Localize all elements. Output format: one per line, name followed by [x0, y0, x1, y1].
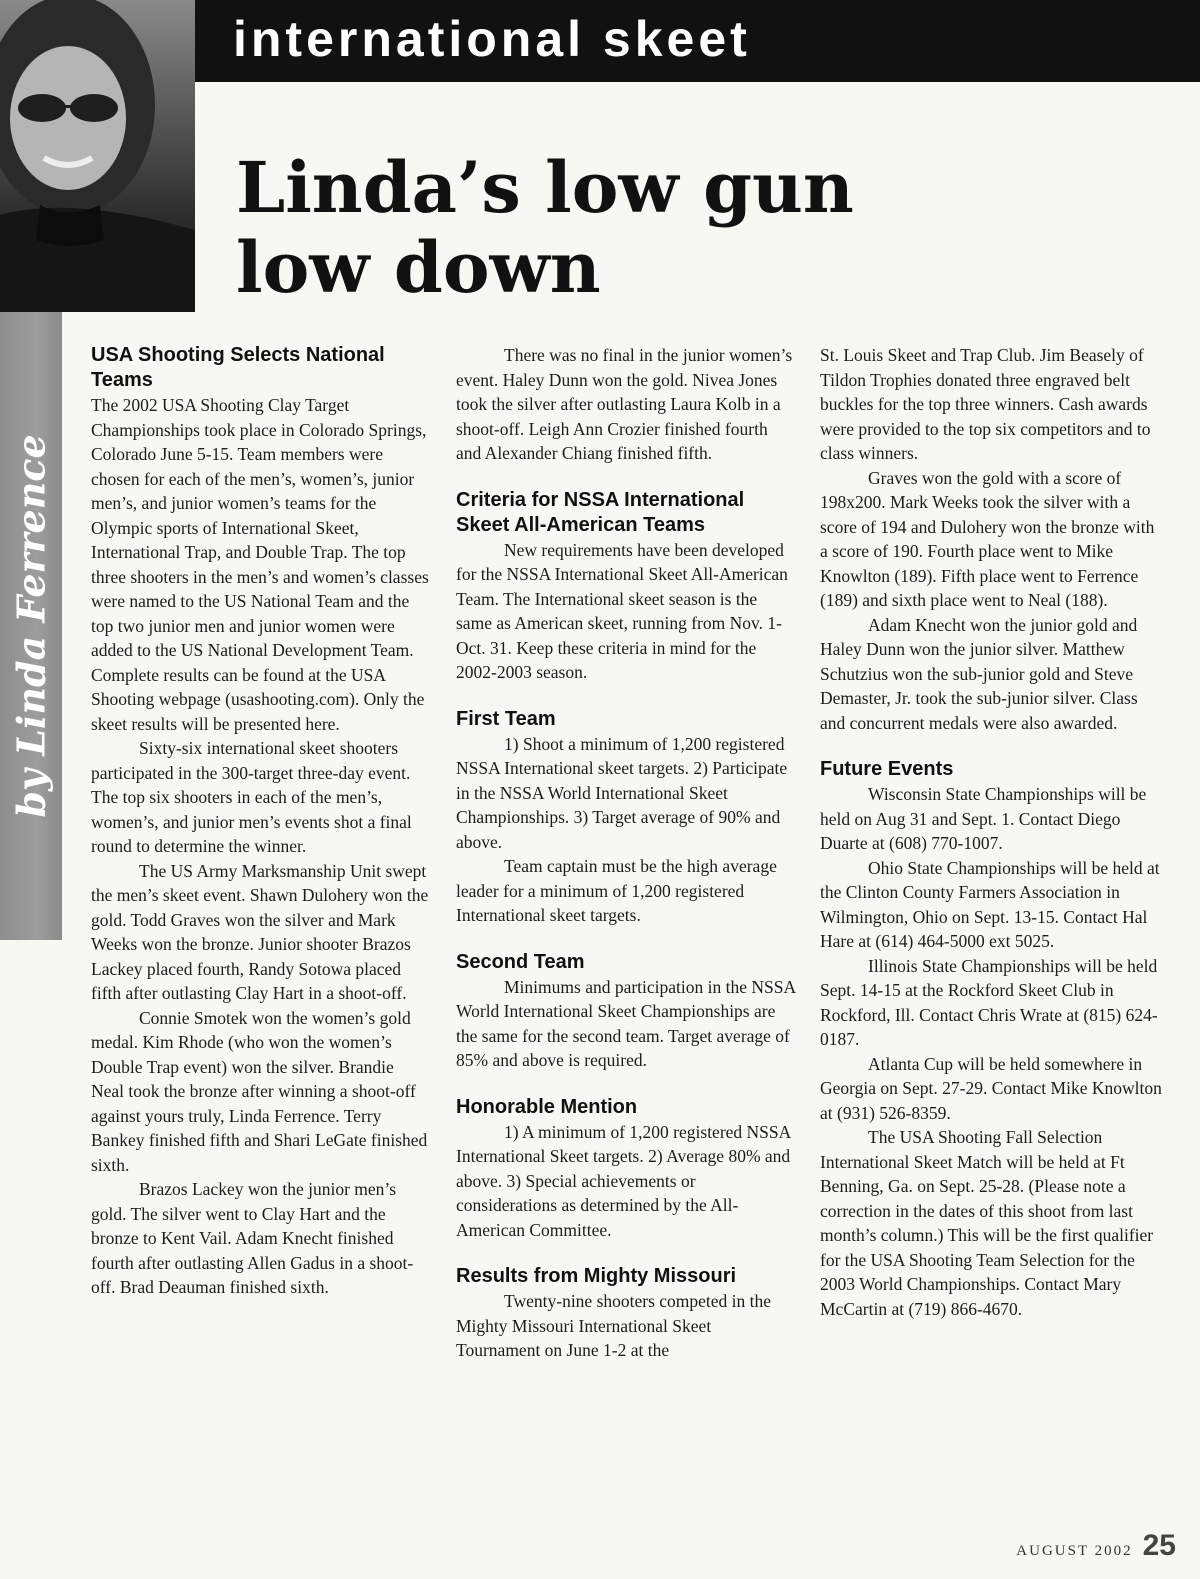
paragraph: Adam Knecht won the junior gold and Haley Dunn won the junior silver. Matthew Schutzius won the sub-junior gold and Steve Demaster, Jr. took the sub-junior silver. Class and concurrent medals were also awarded. — [820, 614, 1138, 733]
heading-second-team: Second Team — [456, 950, 585, 973]
paragraph: 1) Shoot a minimum of 1,200 registered NSSA International skeet targets. 2) Participate in the NSSA World International Skeet Championships. 3) Target average of 90% and above. — [456, 733, 788, 852]
paragraph: Team captain must be the high average leader for a minimum of 1,200 registered International skeet targets. — [456, 856, 777, 925]
byline-bar — [0, 312, 62, 940]
column-3 — [820, 343, 1165, 1321]
author-portrait-icon — [0, 0, 195, 312]
paragraph: New requirements have been developed for the NSSA International Skeet All-American Team. The International skeet season is the same as American skeet, running from Nov. 1-Oct. 31. Keep these criteria in mind for the 2002-2003 season. — [456, 539, 788, 682]
heading-national-teams: USA Shooting Selects National Teams — [91, 344, 385, 391]
page-footer — [1016, 1529, 1176, 1563]
headline-line-1: Linda’s low gun — [236, 146, 854, 229]
column-2 — [456, 343, 796, 1363]
paragraph: Connie Smotek won the women’s gold medal. Kim Rhode (who won the women’s Double Trap event) won the silver. Brandie Neal took the bronze after winning a shoot-off against yours truly, Linda Ferrence. Terry Bankey finished fifth and Shari LeGate finished sixth. — [91, 1007, 428, 1175]
headline — [236, 148, 1136, 308]
paragraph: The US Army Marksmanship Unit swept the men’s skeet event. Shawn Dulohery won the gold. Todd Graves won the silver and Mark Weeks won the bronze. Junior shooter Brazos Lackey placed fourth, Randy Sotowa placed fifth after outlasting Clay Hart in a shoot-off. — [91, 860, 429, 1003]
paragraph: Illinois State Championships will be held Sept. 14-15 at the Rockford Skeet Club in Rockford, Ill. Contact Chris Wrate at (815) 624-0187. — [820, 955, 1158, 1049]
paragraph: Graves won the gold with a score of 198x200. Mark Weeks took the silver with a score of 194 and Dulohery won the bronze with a score of 190. Fourth place went to Mike Knowlton (189). Fifth place went to Ferrence (189) and sixth place went to Neal (188). — [820, 467, 1155, 610]
paragraph: St. Louis Skeet and Trap Club. Jim Beasely of Tildon Trophies donated three engraved belt buckles for the top three winners. Cash awards were provided to the top six competitors and to class winners. — [820, 345, 1151, 463]
paragraph: The USA Shooting Fall Selection International Skeet Match will be held at Ft Benning, Ga. on Sept. 25-28. (Please note a correction in the dates of this shoot from last month’s column.) This will be the first qualifier for the USA Shooting Team Selection for the 2003 World Championships. Contact Mary McCartin at (719) 866-4670. — [820, 1127, 1154, 1319]
heading-future-events: Future Events — [820, 758, 954, 780]
author-photo — [0, 0, 195, 312]
paragraph: The 2002 USA Shooting Clay Target Championships took place in Colorado Springs, Colorado June 5-15. Team members were chosen for each of the men’s, women’s, junior men’s, and junior women’s teams for the Olympic sports of International Skeet, International Trap, and Double Trap. The top three shooters in the men’s and women’s classes were named to the US National Team and the top two junior men and junior women were added to the US National Development Team. Complete results can be found at the USA Shooting webpage (usashooting.com). Only the skeet results will be presented here. — [91, 395, 429, 734]
section-banner — [195, 0, 1200, 82]
heading-first-team: First Team — [456, 707, 556, 730]
heading-honorable-mention: Honorable Mention — [456, 1095, 638, 1118]
paragraph: Minimums and participation in the NSSA World International Skeet Championships are the same for the second team. Target average of 85% and above is required. — [456, 976, 796, 1070]
paragraph: Ohio State Championships will be held at the Clinton County Farmers Association in Wilmington, Ohio on Sept. 13-15. Contact Hal Hare at (614) 464-5000 ext 5025. — [820, 857, 1160, 951]
heading-criteria: Criteria for NSSA International Skeet All-American Teams — [456, 488, 745, 536]
paragraph: Atlanta Cup will be held somewhere in Georgia on Sept. 27-29. Contact Mike Knowlton at (931) 526-8359. — [820, 1053, 1162, 1123]
column-1 — [91, 343, 431, 1300]
page-number: 25 — [1142, 1529, 1176, 1562]
paragraph: Wisconsin State Championships will be held on Aug 31 and Sept. 1. Contact Diego Duarte at (608) 770-1007. — [820, 784, 1147, 853]
paragraph: Brazos Lackey won the junior men’s gold. The silver went to Clay Hart and the bronze to Kent Vail. Adam Knecht finished fourth after outlasting Allen Gadus in a shoot-off. Brad Deauman finished sixth. — [91, 1179, 414, 1297]
headline-line-2: low down — [236, 226, 601, 309]
byline: by Linda Ferrence — [8, 434, 54, 818]
section-title: international skeet — [233, 11, 751, 67]
paragraph: Sixty-six international skeet shooters participated in the 300-target three-day event. The top six shooters in each of the men’s, women’s, and junior men’s events shot a final round to determine the winner. — [91, 738, 412, 856]
heading-mighty-missouri: Results from Mighty Missouri — [456, 1265, 737, 1287]
paragraph: There was no final in the junior women’s event. Haley Dunn won the gold. Nivea Jones took the silver after outlasting Laura Kolb in a shoot-off. Leigh Ann Crozier finished fourth and Alexander Chiang finished fifth. — [456, 345, 793, 463]
paragraph: 1) A minimum of 1,200 registered NSSA International Skeet targets. 2) Average 80% and above. 3) Special achievements or considerations as determined by the All-American Committee. — [456, 1121, 791, 1240]
paragraph: Twenty-nine shooters competed in the Mighty Missouri International Skeet Tournament on June 1-2 at the — [456, 1291, 772, 1360]
issue-date: AUGUST 2002 — [1016, 1543, 1133, 1559]
